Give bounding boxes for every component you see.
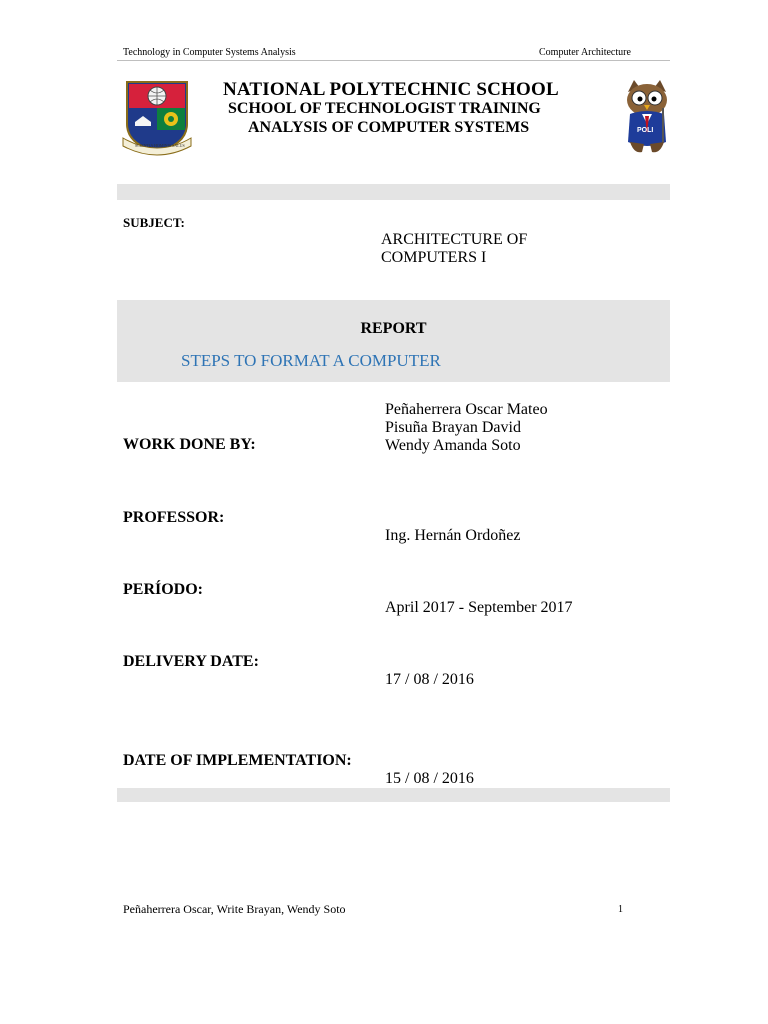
period-value: April 2017 - September 2017 (385, 599, 573, 616)
author-2: Pisuña Brayan David (385, 419, 521, 436)
page-number: 1 (618, 904, 623, 915)
delivery-date-label: DELIVERY DATE: (123, 653, 259, 670)
title-department: SCHOOL OF TECHNOLOGIST TRAINING (228, 100, 541, 117)
subject-label: SUBJECT: (123, 215, 185, 230)
implementation-date-label: DATE OF IMPLEMENTATION: (123, 752, 352, 769)
title-school: NATIONAL POLYTECHNIC SCHOOL (223, 79, 559, 100)
report-title: STEPS TO FORMAT A COMPUTER (181, 351, 441, 370)
author-1: Peñaherrera Oscar Mateo (385, 401, 548, 418)
professor-label: PROFESSOR: (123, 509, 225, 526)
running-header-right: Computer Architecture (539, 47, 631, 58)
footer-authors: Peñaherrera Oscar, Write Brayan, Wendy Soto (123, 902, 346, 916)
running-header-left: Technology in Computer Systems Analysis (123, 47, 296, 58)
delivery-date-value: 17 / 08 / 2016 (385, 671, 474, 688)
header-rule (117, 60, 670, 61)
subject-value-line1: ARCHITECTURE OF (381, 231, 528, 248)
owl-mascot-logo (622, 78, 672, 156)
bottom-separator-band (117, 788, 670, 802)
report-label: REPORT (360, 320, 427, 337)
school-crest-logo (121, 78, 193, 158)
subject-value-line2: COMPUTERS I (381, 249, 487, 266)
period-label: PERÍODO: (123, 581, 203, 598)
author-3: Wendy Amanda Soto (385, 437, 521, 454)
implementation-date-value: 15 / 08 / 2016 (385, 770, 474, 787)
crest-motto: SCIENTIA HOMINIS SALUS (135, 143, 185, 148)
professor-value: Ing. Hernán Ordoñez (385, 527, 521, 544)
top-separator-band (117, 184, 670, 200)
work-done-by-label: WORK DONE BY: (123, 436, 256, 453)
title-program: ANALYSIS OF COMPUTER SYSTEMS (248, 119, 530, 136)
owl-badge: POLI (637, 127, 654, 134)
